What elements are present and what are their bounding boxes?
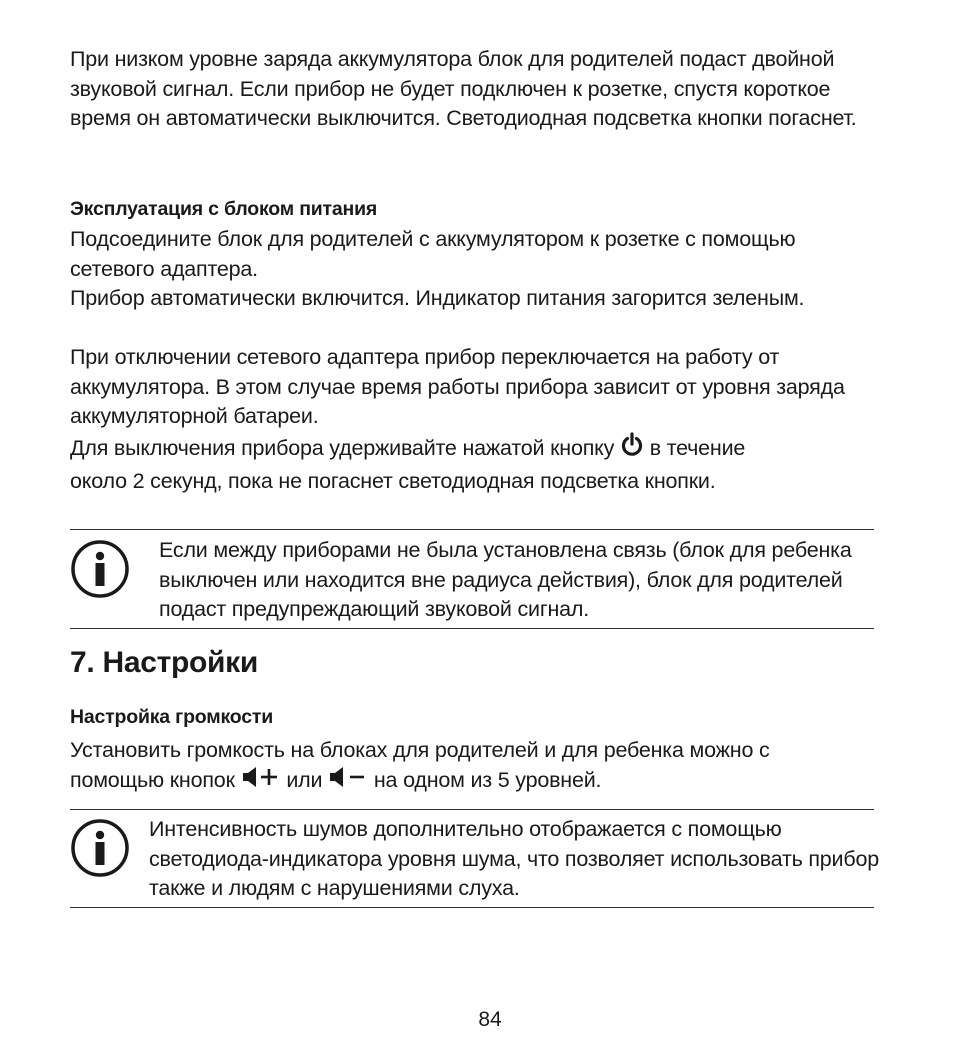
info-circle-icon	[70, 539, 130, 599]
power-text-after: в течение	[649, 435, 746, 460]
volume-line2-or: или	[286, 767, 323, 792]
paragraph-volume	[70, 736, 890, 796]
paragraph-power-4	[70, 432, 890, 496]
section-heading-power: Эксплуатация с блоком питания	[70, 198, 378, 220]
divider-note2-top	[70, 809, 874, 810]
section-heading-volume: Настройка громкости	[70, 706, 274, 728]
divider-note2-bottom	[70, 907, 874, 908]
power-text-line2: около 2 секунд, пока не погаснет светодиодная подсветка кнопки.	[70, 468, 716, 493]
info-circle-icon	[70, 818, 130, 878]
paragraph-power-1: Подсоедините блок для родителей с аккумулятором к розетке с помощью сетевого адаптера.	[70, 227, 796, 281]
divider-note1-top	[70, 529, 874, 530]
volume-line1: Установить громкость на блоках для родителей и для ребенка можно с	[70, 738, 770, 762]
note-connection: Если между приборами не была установлена связь (блок для ребенка выключен или находится вне радиуса действия), блок для родителей подаст предупреждающий звуковой сигнал.	[159, 538, 852, 621]
chapter-title: 7. Настройки	[70, 646, 259, 679]
paragraph-battery: При низком уровне заряда аккумулятора блок для родителей подаст двойной звуковой сигнал. Если прибор не будет подключен к розетке, спустя короткое время он автоматически выключится. Светодиодная подсветка кнопки погаснет.	[70, 47, 857, 130]
volume-down-icon	[328, 766, 368, 797]
divider-note1-bottom	[70, 628, 874, 629]
volume-up-icon	[241, 766, 281, 797]
volume-line2-end: на одном из 5 уровней.	[373, 767, 602, 792]
note-noise-indicator: Интенсивность шумов дополнительно отображается с помощью светодиода-индикатора уровня шума, что позволяет использовать прибор также и людям с нарушениями слуха.	[149, 817, 879, 900]
paragraph-power-2: Прибор автоматически включится. Индикатор питания загорится зеленым.	[70, 286, 805, 310]
paragraph-power-3: При отключении сетевого адаптера прибор переключается на работу от аккумулятора. В этом случае время работы прибора зависит от уровня заряда аккумуляторной батареи.	[70, 345, 845, 428]
power-text-before: Для выключения прибора удерживайте нажатой кнопку	[70, 435, 615, 460]
power-icon	[620, 432, 644, 467]
page-number: 84	[478, 1008, 502, 1031]
volume-line2-start: помощью кнопок	[70, 767, 235, 792]
